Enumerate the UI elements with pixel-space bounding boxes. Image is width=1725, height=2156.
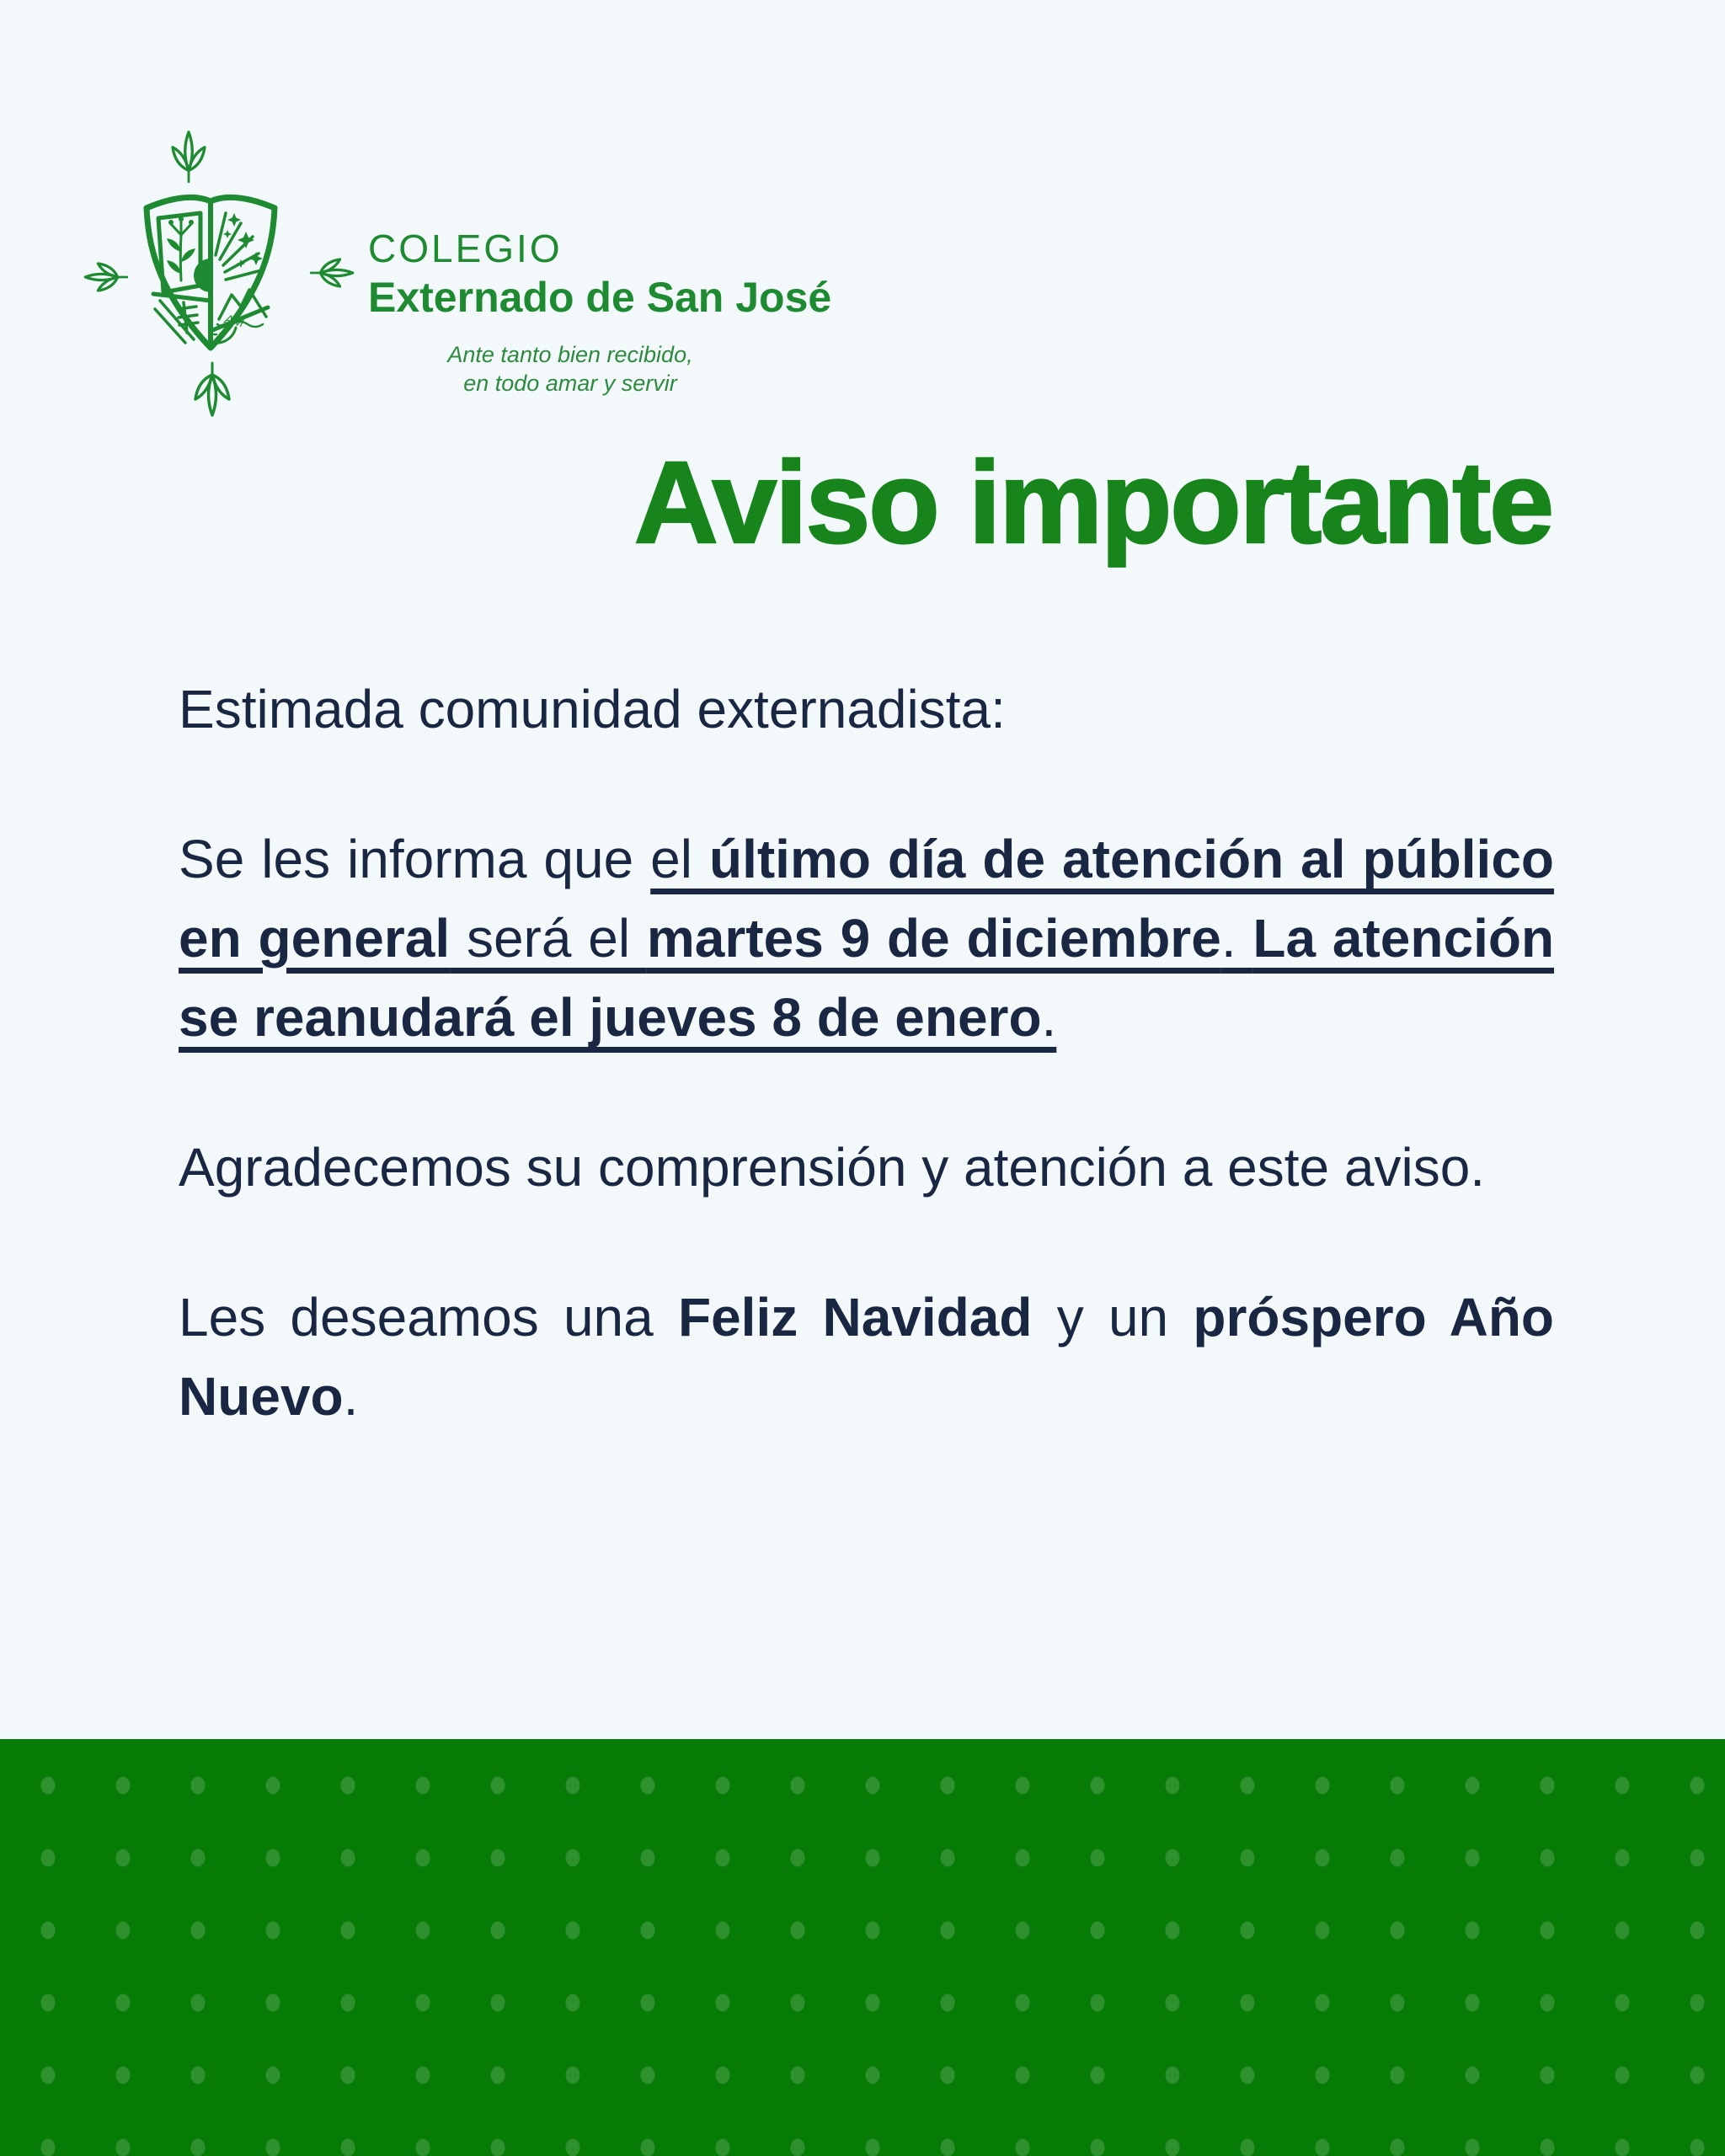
crest-monogram: AM [223, 312, 245, 331]
school-wordmark [368, 227, 832, 398]
logo-colegio: COLEGIO [368, 227, 563, 270]
logo-school-name: Externado de San José [368, 274, 832, 321]
school-crest-icon [76, 122, 362, 425]
fleur-left-icon [85, 264, 127, 291]
fleur-bottom-icon [195, 363, 229, 415]
greeting-paragraph: Estimada comunidad externadista: [179, 679, 1006, 739]
logo-motto [368, 340, 772, 398]
announcement-paragraph [179, 819, 1554, 1057]
footer-band [0, 1739, 1725, 2156]
logo-motto-line2: en todo amar y servir [463, 371, 677, 396]
announcement-body [179, 670, 1554, 1507]
logo-motto-line1: Ante tanto bien recibido, [447, 342, 693, 367]
underlined-notice: el último día de atención al público en general será el martes 9 de diciembre. La atención se reanudará el jueves 8 de enero. [179, 829, 1555, 1048]
shield-icon [147, 197, 275, 348]
thanks-paragraph: Agradecemos su comprensión y atención a este aviso. [179, 1137, 1486, 1198]
wishes-paragraph: Les deseamos una Feliz Navidad y un próspero Año Nuevo. [179, 1287, 1555, 1427]
announcement-prefix: Se les informa que [179, 829, 651, 889]
page-title: Aviso importante [633, 438, 1552, 568]
fleur-top-icon [173, 132, 205, 182]
fleur-right-icon [311, 259, 353, 286]
